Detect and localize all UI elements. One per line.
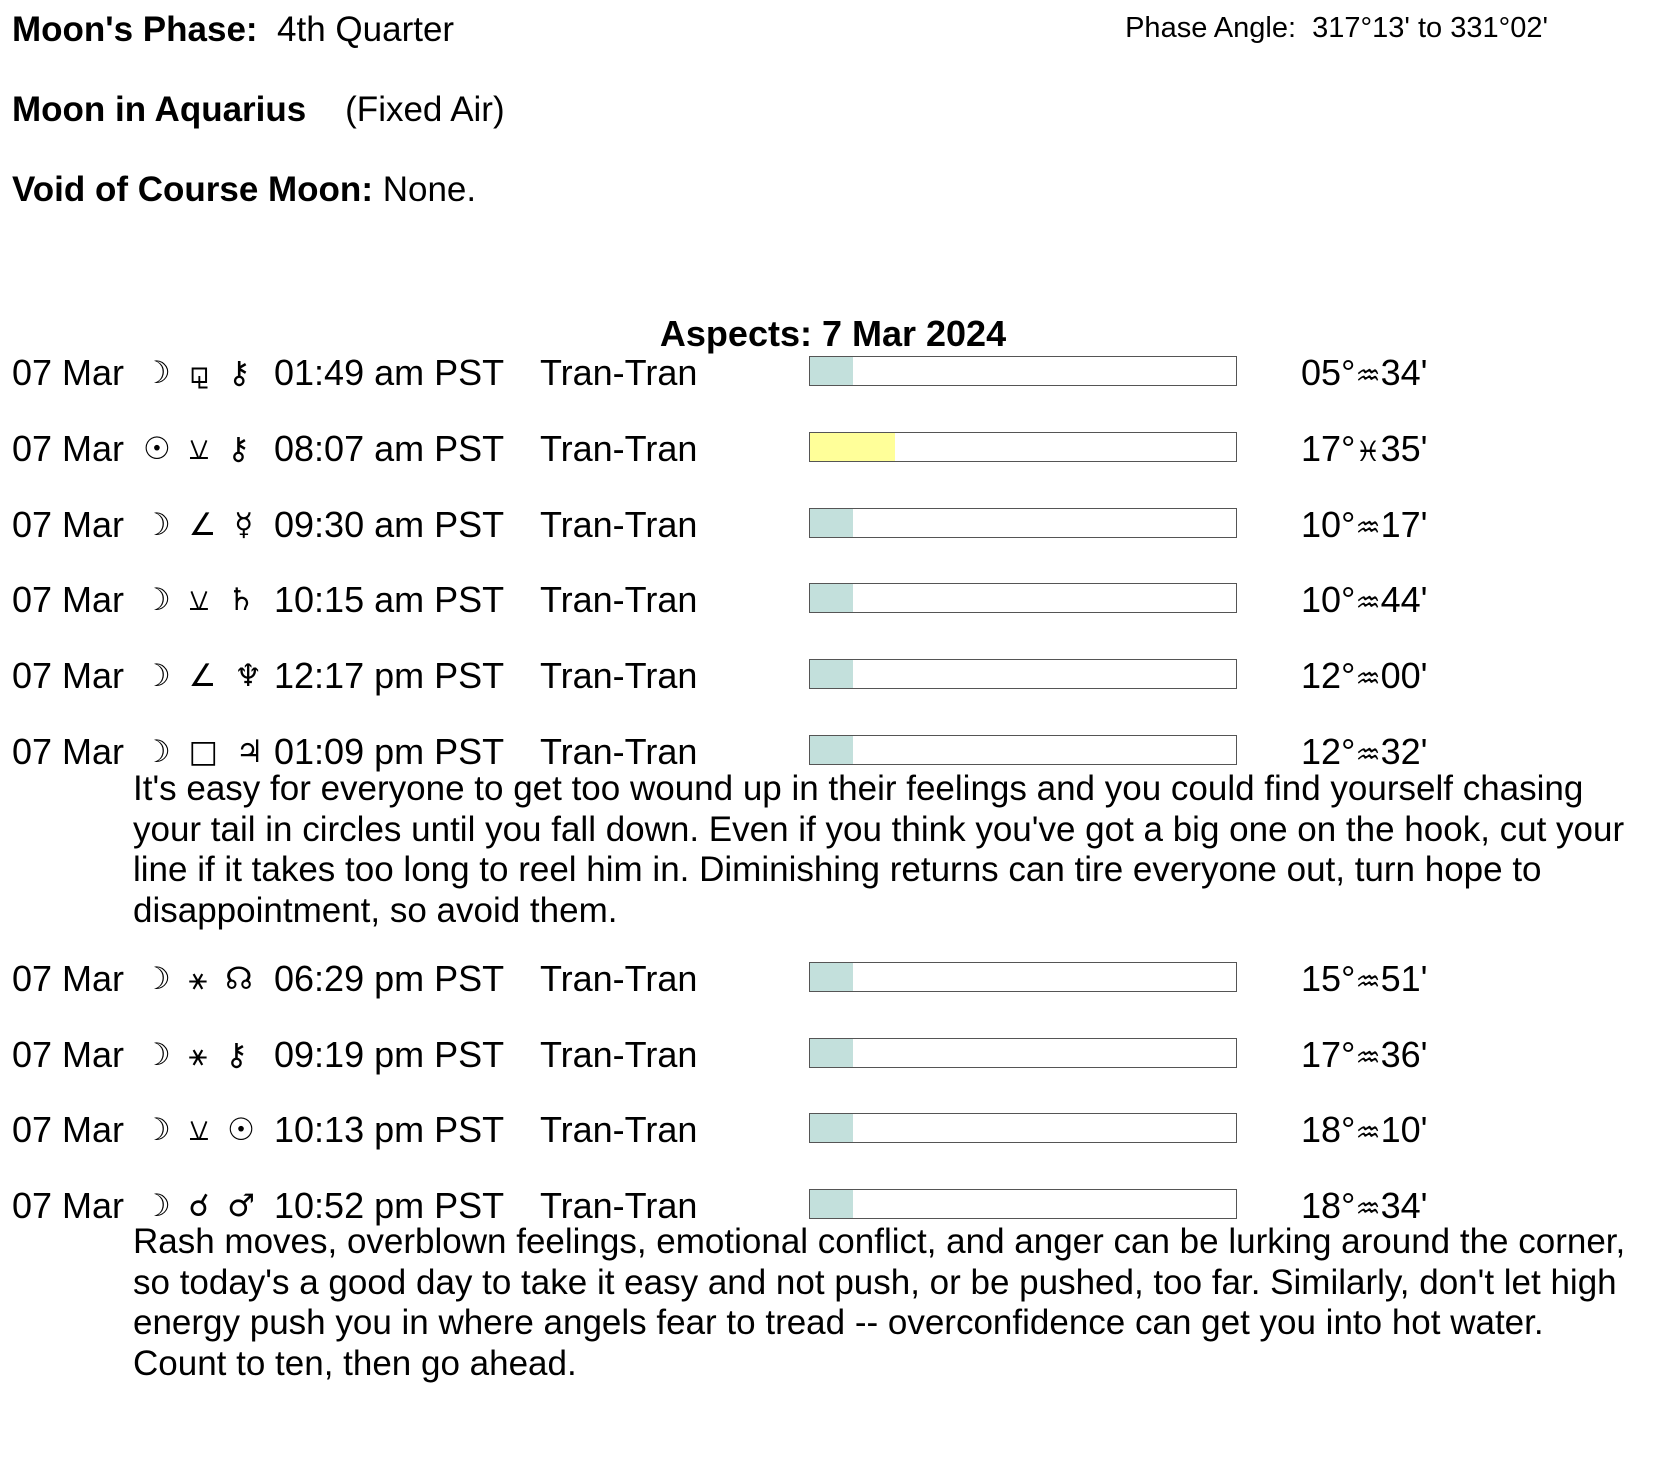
aspect-position — [1301, 352, 1427, 394]
moon-icon-sextile-icon-north-node-icon: ☽ ⚹ ☊ — [143, 961, 257, 997]
aspect-date: 07 Mar — [12, 504, 125, 545]
position-degree: 10° — [1301, 504, 1356, 545]
aspect-strength-fill — [810, 584, 853, 612]
phase-angle — [1125, 12, 1548, 45]
aspect-type: Tran-Tran — [540, 1034, 698, 1075]
aspect-type: Tran-Tran — [540, 958, 698, 999]
aspect-row — [0, 504, 1666, 548]
void-of-course-line — [12, 170, 476, 210]
aspect-time: 12:17 pm PST — [274, 655, 505, 696]
position-degree: 18° — [1301, 1185, 1356, 1226]
position-minute: 36' — [1380, 1034, 1428, 1075]
moon-phase-label: Moon's Phase: — [12, 10, 258, 49]
aspect-type: Tran-Tran — [540, 428, 698, 469]
moon-icon-semisquare-icon-mercury-icon: ☽ ∠ ☿ — [143, 507, 258, 543]
moon-sign-line — [12, 90, 505, 130]
aspect-date: 07 Mar — [12, 731, 125, 772]
moon-icon-sesquiquadrate-icon-chiron-icon: ☽ ⚼ ⚷ — [143, 355, 255, 391]
aspects-title: Aspects: 7 Mar 2024 — [659, 313, 1007, 354]
aquarius-icon: ♒ — [1355, 1192, 1381, 1225]
aspect-date: 07 Mar — [12, 1109, 125, 1150]
aspect-time: 01:09 pm PST — [274, 731, 505, 772]
aspect-row — [0, 958, 1666, 1002]
aspect-time: 09:30 am PST — [274, 504, 505, 545]
pisces-icon: ♓ — [1355, 435, 1381, 468]
aspect-date: 07 Mar — [12, 655, 125, 696]
aspect-strength-fill — [810, 963, 853, 991]
void-of-course-label: Void of Course Moon: — [12, 170, 373, 209]
aquarius-icon: ♒ — [1355, 1116, 1381, 1149]
aspect-type: Tran-Tran — [540, 655, 698, 696]
position-degree: 18° — [1301, 1109, 1356, 1150]
moon-icon-semisextile-icon-saturn-icon: ☽ ⚺ ♄ — [143, 582, 259, 618]
aquarius-icon: ♒ — [1355, 965, 1381, 998]
phase-angle-value: 317°13' to 331°02' — [1312, 12, 1548, 44]
position-minute: 51' — [1380, 958, 1428, 999]
aspect-position — [1301, 579, 1427, 621]
moon-icon-semisquare-icon-neptune-icon: ☽ ∠ ♆ — [143, 658, 267, 694]
aspect-strength-fill — [810, 736, 853, 764]
aspect-type: Tran-Tran — [540, 504, 698, 545]
aspect-time: 08:07 am PST — [274, 428, 505, 469]
aspect-row — [0, 1034, 1666, 1078]
aspect-position — [1301, 731, 1427, 773]
aspect-strength-bar — [809, 432, 1237, 462]
moon-icon-semisextile-icon-sun-icon: ☽ ⚺ ☉ — [143, 1112, 259, 1148]
aspect-date: 07 Mar — [12, 1185, 125, 1226]
moon-icon-sextile-icon-chiron-icon: ☽ ⚹ ⚷ — [143, 1037, 252, 1073]
moon-phase-line — [12, 10, 454, 50]
aspect-strength-bar — [809, 1113, 1237, 1143]
aspect-date: 07 Mar — [12, 958, 125, 999]
sun-icon-semisextile-icon-chiron-icon: ☉ ⚺ ⚷ — [143, 431, 254, 467]
position-minute: 00' — [1380, 655, 1428, 696]
aspect-strength-fill — [810, 1039, 853, 1067]
position-minute: 35' — [1380, 428, 1428, 469]
position-degree: 17° — [1301, 1034, 1356, 1075]
position-minute: 10' — [1380, 1109, 1428, 1150]
aspect-row — [0, 579, 1666, 623]
position-minute: 32' — [1380, 731, 1428, 772]
aquarius-icon: ♒ — [1355, 359, 1381, 392]
aquarius-icon: ♒ — [1355, 586, 1381, 619]
aspect-strength-bar — [809, 1038, 1237, 1068]
aspect-time: 09:19 pm PST — [274, 1034, 505, 1075]
position-degree: 12° — [1301, 731, 1356, 772]
moon-sign-quality: (Fixed Air) — [345, 90, 505, 129]
void-of-course-value: None. — [382, 170, 477, 209]
aspect-strength-fill — [810, 1114, 853, 1142]
aspect-strength-fill — [810, 357, 853, 385]
position-minute: 34' — [1380, 352, 1428, 393]
aspect-interpretation: Rash moves, overblown feelings, emotional conflict, and anger can be lurking around the corner, so today's a good day to take it easy and not push, or be pushed, too far. Similarly, don't let high energy push you in where angels fear to tread -- overconfidence can get you into hot water. Count to ten, then go ahead. — [133, 1222, 1626, 1383]
aspect-strength-bar — [809, 1189, 1237, 1219]
moon-phase-value: 4th Quarter — [277, 10, 455, 49]
aspect-position — [1301, 1034, 1427, 1076]
aspect-interpretation: It's easy for everyone to get too wound up in their feelings and you could find yourself chasing your tail in circles until you fall down. Even if you think you've got a big one on the hook, cut your line if it takes too long to reel him in. Diminishing returns can tire everyone out, turn hope to disappointment, so avoid them. — [133, 769, 1625, 930]
aspect-strength-bar — [809, 356, 1237, 386]
aspect-strength-fill — [810, 509, 853, 537]
aspect-strength-fill — [810, 1190, 853, 1218]
aspect-position — [1301, 428, 1427, 470]
aspect-time: 10:15 am PST — [274, 579, 505, 620]
aspect-strength-bar — [809, 735, 1237, 765]
aspect-row — [0, 655, 1666, 699]
moon-sign-label: Moon in Aquarius — [12, 90, 307, 129]
aspect-row — [0, 428, 1666, 472]
position-degree: 12° — [1301, 655, 1356, 696]
aspect-type: Tran-Tran — [540, 1185, 698, 1226]
aspect-time: 10:52 pm PST — [274, 1185, 505, 1226]
aspect-type: Tran-Tran — [540, 352, 698, 393]
position-minute: 17' — [1380, 504, 1428, 545]
aspect-date: 07 Mar — [12, 428, 125, 469]
aspect-strength-fill — [810, 433, 895, 461]
aspect-row — [0, 352, 1666, 396]
aquarius-icon: ♒ — [1355, 511, 1381, 544]
aquarius-icon: ♒ — [1355, 738, 1381, 771]
position-minute: 44' — [1380, 579, 1428, 620]
aquarius-icon: ♒ — [1355, 1041, 1381, 1074]
aspect-strength-bar — [809, 659, 1237, 689]
position-degree: 10° — [1301, 579, 1356, 620]
aspect-time: 10:13 pm PST — [274, 1109, 505, 1150]
moon-icon-square-icon-jupiter-icon: ☽ □ ♃ — [143, 734, 268, 770]
aquarius-icon: ♒ — [1355, 662, 1381, 695]
aspect-strength-bar — [809, 508, 1237, 538]
position-degree: 05° — [1301, 352, 1356, 393]
moon-icon-conjunction-icon-mars-icon: ☽ ☌ ♂ — [143, 1188, 260, 1224]
aspect-position — [1301, 504, 1427, 546]
aspect-type: Tran-Tran — [540, 579, 698, 620]
position-degree: 17° — [1301, 428, 1356, 469]
aspect-type: Tran-Tran — [540, 731, 698, 772]
aspect-date: 07 Mar — [12, 579, 125, 620]
position-degree: 15° — [1301, 958, 1356, 999]
aspect-time: 01:49 am PST — [274, 352, 505, 393]
aspect-time: 06:29 pm PST — [274, 958, 505, 999]
aspect-date: 07 Mar — [12, 352, 125, 393]
aspect-type: Tran-Tran — [540, 1109, 698, 1150]
aspect-position — [1301, 958, 1427, 1000]
aspect-position — [1301, 655, 1427, 697]
position-minute: 34' — [1380, 1185, 1428, 1226]
aspect-row — [0, 1109, 1666, 1153]
aspect-position — [1301, 1109, 1427, 1151]
aspect-strength-bar — [809, 583, 1237, 613]
aspect-strength-bar — [809, 962, 1237, 992]
aspect-position — [1301, 1185, 1427, 1227]
aspect-date: 07 Mar — [12, 1034, 125, 1075]
phase-angle-label: Phase Angle: — [1125, 12, 1297, 44]
aspect-strength-fill — [810, 660, 853, 688]
